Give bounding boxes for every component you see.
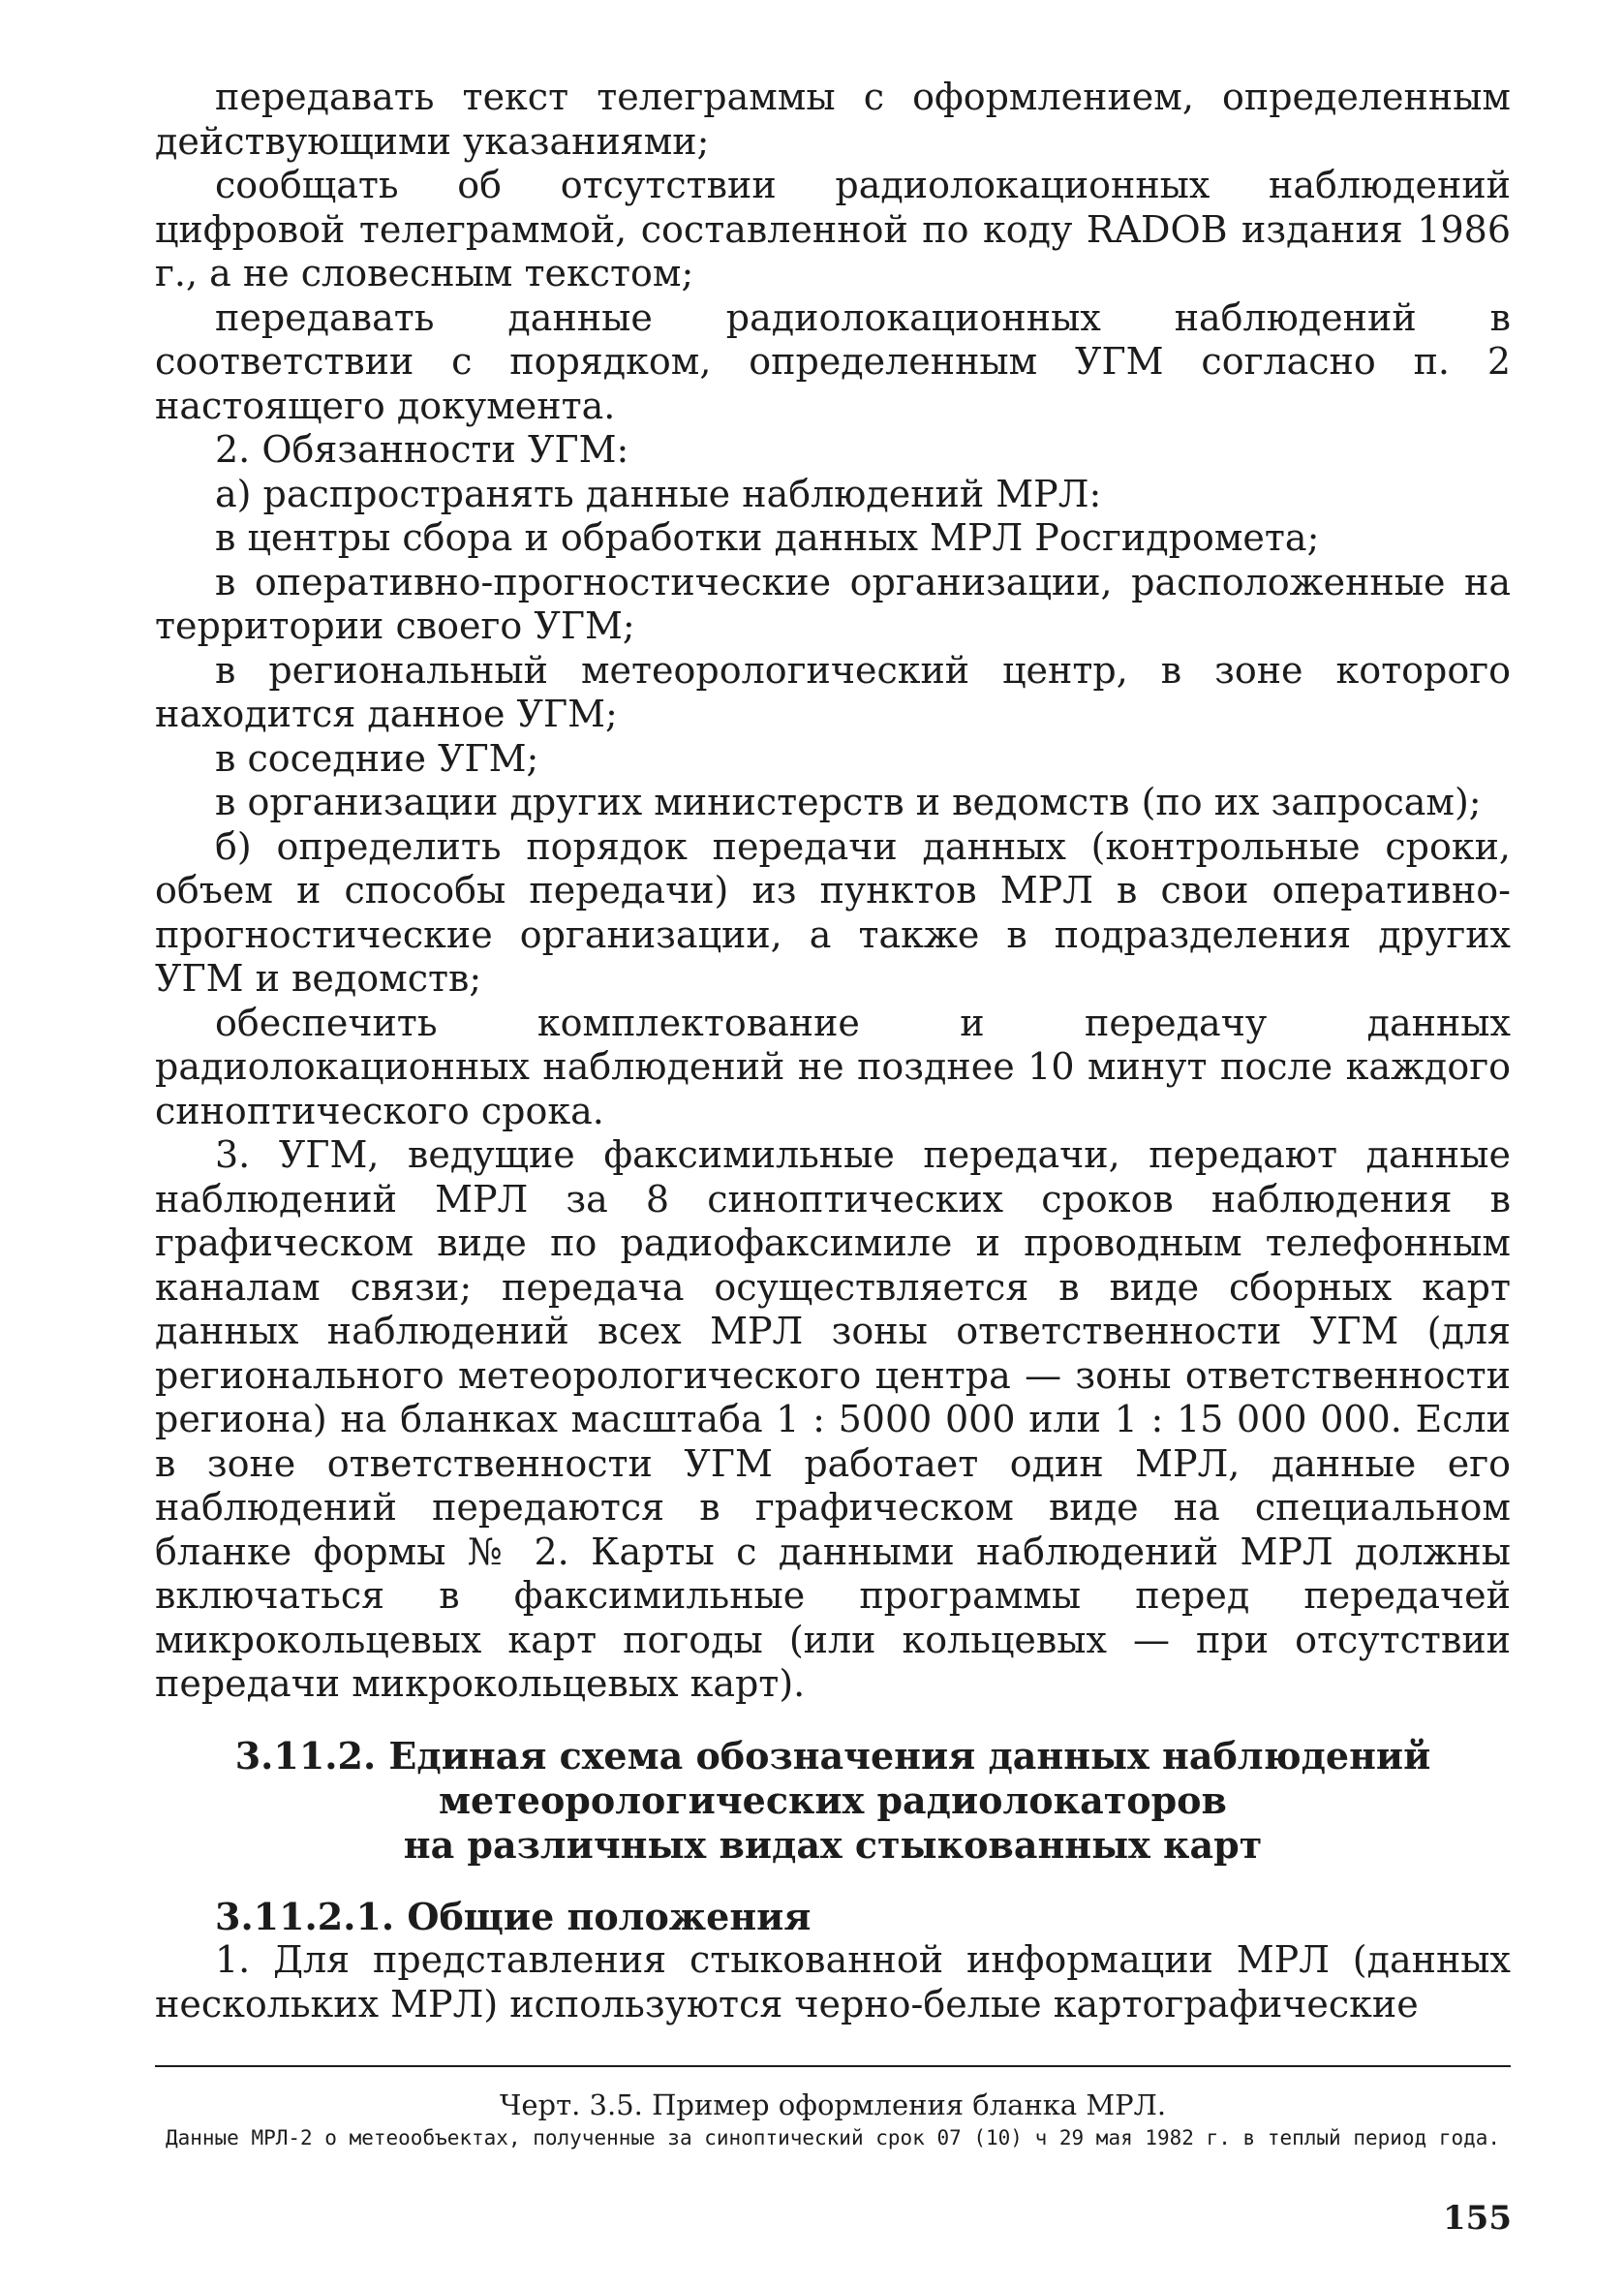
- page-content: [155, 76, 1511, 2150]
- paragraph: в центры сбора и обработки данных МРЛ Росгидромета;: [215, 516, 1320, 559]
- figure-caption-note: Данные МРЛ-2 о метеообъектах, полученные за синоптический срок 07 (10) ч 29 мая 1982 г. в теплый период года.: [165, 2126, 1501, 2149]
- subsection-title: 3.11.2.1. Общие положения: [215, 1894, 812, 1938]
- paragraph: в оперативно-прогностические организации, расположенные на территории своего УГМ;: [155, 560, 1511, 647]
- section-title-line: 3.11.2. Единая схема обозначения данных наблюдений: [234, 1733, 1431, 1778]
- section-title-line: метеорологических радиолокаторов: [439, 1778, 1227, 1822]
- section-title-line: на различных видах стыкованных карт: [403, 1822, 1263, 1867]
- paragraph: передавать данные радиолокационных наблюдений в соответствии с порядком, определенным УГМ согласно п. 2 настоящего документа.: [155, 295, 1511, 427]
- section-title: [155, 1734, 1511, 1868]
- paragraph: 2. Обязанности УГМ:: [215, 428, 629, 471]
- paragraph: б) определить порядок передачи данных (контрольные сроки, объем и способы передачи) из пунктов МРЛ в свои оперативно-прогностические организации, а также в подразделения других УГМ и ведомств;: [155, 824, 1511, 1000]
- paragraph: в соседние УГМ;: [215, 736, 539, 780]
- paragraph: сообщать об отсутствии радиолокационных наблюдений цифровой телеграммой, составленной по коду RADOB издания 1986 г., а не словесным текстом;: [155, 164, 1511, 294]
- paragraph: в региональный метеорологический центр, в зоне которого находится данное УГМ;: [155, 648, 1511, 735]
- footnote-divider: [155, 2065, 1511, 2067]
- paragraph: обеспечить комплектование и передачу данных радиолокационных наблюдений не позднее 10 минут после каждого синоптического срока.: [155, 1001, 1511, 1132]
- paragraph: передавать текст телеграммы с оформлением, определенным действующими указаниями;: [155, 76, 1511, 163]
- paragraph: в организации других министерств и ведомств (по их запросам);: [215, 781, 1482, 823]
- paragraph: а) распространять данные наблюдений МРЛ:: [215, 472, 1102, 515]
- figure-caption-title: Черт. 3.5. Пример оформления бланка МРЛ.: [499, 2088, 1167, 2121]
- page-number: 155: [1443, 2199, 1512, 2238]
- paragraph: 1. Для представления стыкованной информации МРЛ (данных нескольких МРЛ) используются черно-белые картографические: [155, 1938, 1511, 2025]
- paragraph: 3. УГМ, ведущие факсимильные передачи, передают данные наблюдений МРЛ за 8 синоптических сроков наблюдения в графическом виде по радиофаксимиле и проводным телефонным каналам связи; передача осуществляется в виде сборных карт данных наблюдений всех МРЛ зоны ответственности УГМ (для регионального метеорологического центра — зоны ответственности региона) на бланках масштаба 1 : 5000 000 или 1 : 15 000 000. Если в зоне ответственности УГМ работает один МРЛ, данные его наблюдений передаются в графическом виде на специальном бланке формы № 2. Карты с данными наблюдений МРЛ должны включаться в факсимильные программы перед передачей микрокольцевых карт погоды (или кольцевых — при отсутствии передачи микрокольцевых карт).: [155, 1133, 1511, 1705]
